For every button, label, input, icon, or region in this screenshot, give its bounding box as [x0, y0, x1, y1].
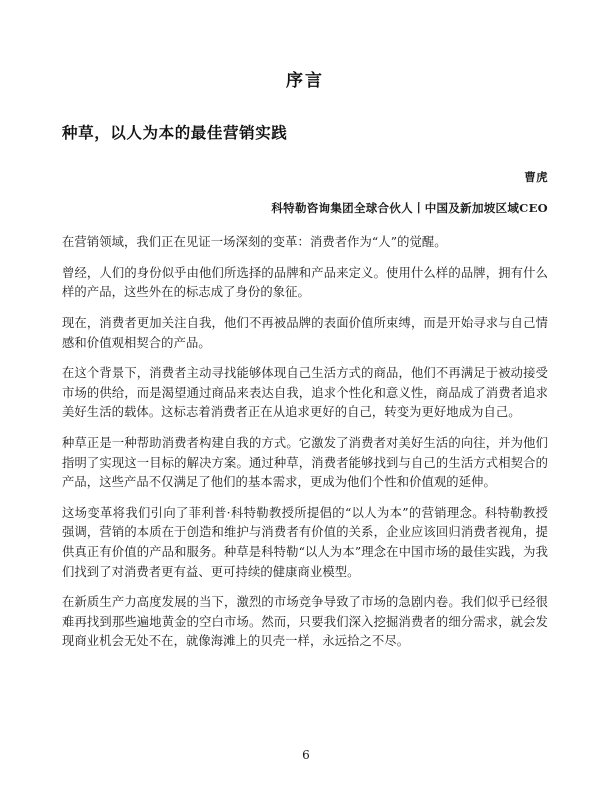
body-paragraph: 这场变革将我们引向了菲利普·科特勒教授所提倡的“以人为本”的营销理念。科特勒教授强调，营销的本质在于创造和维护与消费者有价值的关系，企业应该回归消费者视角，提供真正有价值的产品和服务。种草是科特勒“以人为本”理念在中国市场的最佳实践，为我们找到了对消费者更有益、更可持续的健康商业模型。: [62, 505, 548, 579]
body-paragraph: 在新质生产力高度发展的当下，激烈的市场竞争导致了市场的急剧内卷。我们似乎已经很难再找到那些遍地黄金的空白市场。然而，只要我们深入挖掘消费者的细分需求，就会发现商业机会无处不在，就像海滩上的贝壳一样，永远拾之不尽。: [62, 595, 548, 649]
page-number: 6: [302, 748, 310, 762]
body-paragraph: 在营销领域，我们正在见证一场深刻的变革：消费者作为“人”的觉醒。: [62, 235, 447, 250]
article-subtitle: 种草，以人为本的最佳营销实践: [62, 123, 288, 143]
body-paragraph: 现在，消费者更加关注自我，他们不再被品牌的表面价值所束缚，而是开始寻求与自己情感和价值观相契合的产品。: [62, 316, 548, 350]
body-paragraph: 曾经，人们的身份似乎由他们所选择的品牌和产品来定义。使用什么样的品牌，拥有什么样的产品，这些外在的标志成了身份的象征。: [62, 265, 548, 300]
page-title: 序言: [286, 71, 324, 91]
author-affiliation: 科特勒咨询集团全球合伙人丨中国及新加坡区域CEO: [271, 201, 548, 216]
body-paragraph: 在这个背景下，消费者主动寻找能够体现自己生活方式的商品，他们不再满足于被动接受市场的供给，而是渴望通过商品来表达自我，追求个性化和意义性，商品成了消费者追求美好生活的载体。这标志着消费者正在从追求更好的自己，转变为更好地成为自己。: [62, 366, 548, 420]
page-content: [62, 0, 548, 652]
body-text: [62, 217, 548, 652]
author-name: 曹虎: [524, 169, 548, 184]
body-paragraph: 种草正是一种帮助消费者构建自我的方式。它激发了消费者对美好生活的向往，并为他们指明了实现这一目标的解决方案。通过种草，消费者能够找到与自己的生活方式相契合的产品，这些产品不仅满足了他们的基本需求，更成为他们个性和价值观的延伸。: [62, 436, 548, 490]
